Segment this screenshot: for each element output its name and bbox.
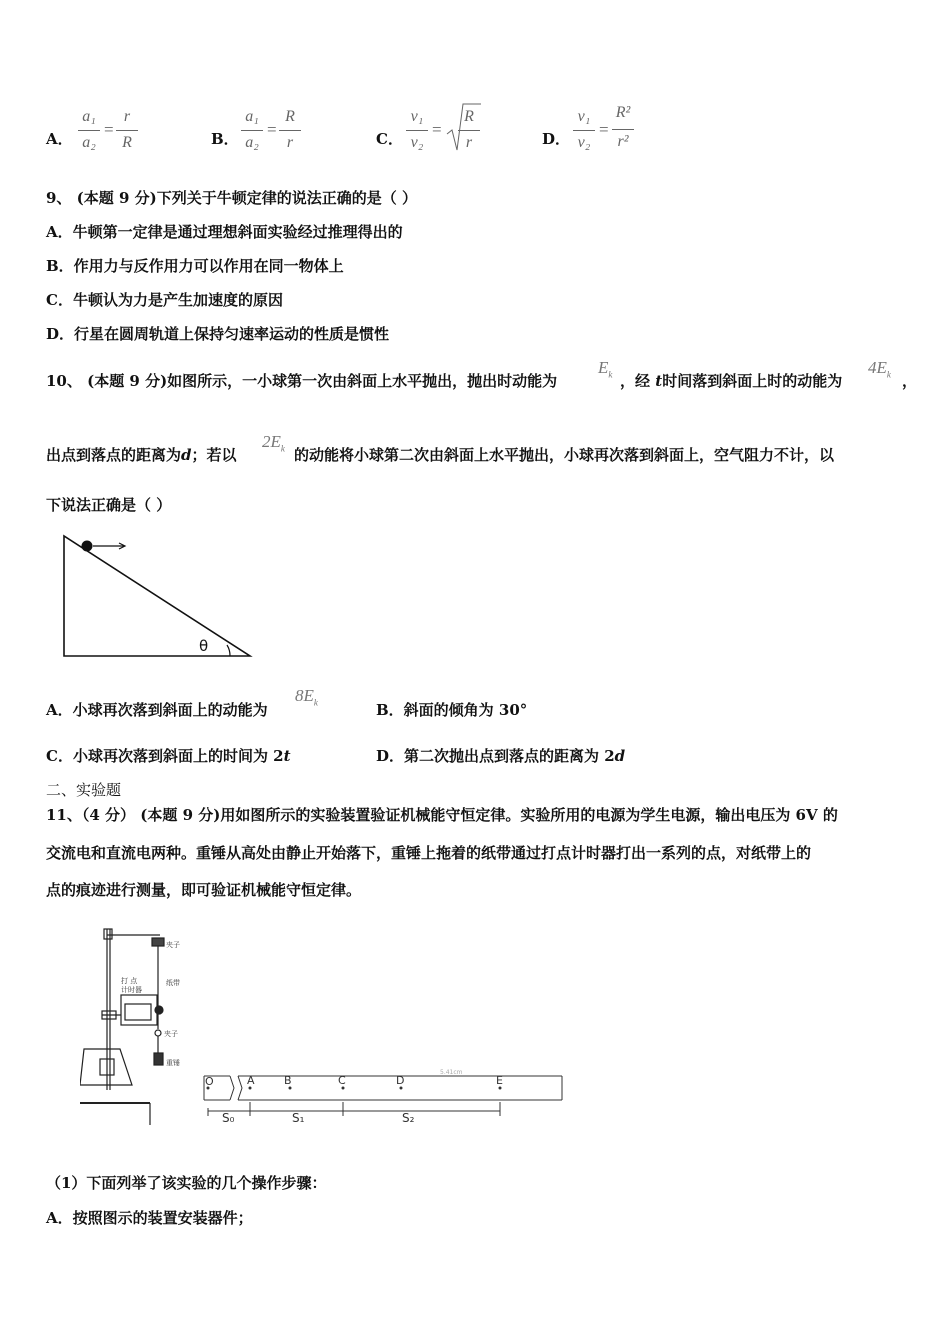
s0-label: S₀ [222,1111,235,1125]
s1-label: S₁ [292,1111,305,1125]
q11-stem-line3: 点的痕迹进行测量，即可验证机械能守恒定律。 [46,881,362,899]
q11-stem-line2: 交流电和直流电两种。重锤从高处由静止开始落下，重锤上拖着的纸带通过打点计时器打出一系列的点，对纸带上的 [46,844,812,862]
q10-option-b: B．斜面的倾角为 30° [376,701,528,719]
theta-label: θ [199,637,209,655]
tape-label-b: B [284,1074,292,1087]
svg-text:重锤: 重锤 [166,1059,180,1067]
q8-option-c-label: C． [376,130,403,148]
q8-option-a-label: A． [46,130,73,148]
q10-line1-end: ， [902,372,918,390]
q10-ek-2: $2E_k$ [262,432,285,454]
q10-option-c: C．小球再次落到斜面上的时间为 2t [46,747,291,765]
section-heading: 二、实验题 [46,781,122,799]
q10-stem-line2: 出点到落点的距离为d；若以 [46,446,237,464]
q9-option-a: A．牛顿第一定律是通过理想斜面实验经过推理得出的 [46,223,403,241]
q11-step-a: A．按照图示的装置安装器件； [46,1209,253,1227]
q11-stem-line1: 11、（4 分） (本题 9 分)用如图所示的实验装置验证机械能守恒定律。实验所用的电源为学生电源，输出电压为 6V 的 [46,806,838,824]
angle-arc-icon [227,645,230,656]
q11-sub1: （1）下面列举了该实验的几个操作步骤： [46,1174,327,1192]
q10-stem-line3: 下说法正确是（ ） [46,496,172,514]
svg-text:夹子: 夹子 [166,941,180,949]
q10-option-d: D．第二次抛出点到落点的距离为 2d [376,747,626,765]
q10-stem-line1-b: ，经 t时间落到斜面上时的动能为 [620,372,843,390]
apparatus-diagram [80,925,190,1129]
svg-text:夹子: 夹子 [164,1030,178,1038]
q10-option-a: A．小球再次落到斜面上的动能为 [46,701,268,719]
q10-stem-line1: 10、 (本题 9 分)如图所示，一小球第一次由斜面上水平抛出，抛出时动能为 [46,372,558,390]
tape-label-d: D [396,1074,405,1087]
q10-ek-4: $4E_k$ [868,358,891,380]
s2-label: S₂ [402,1111,415,1125]
tape-label-e: E [496,1074,503,1087]
incline-triangle [64,536,250,656]
paper-tape-diagram [200,1062,566,1126]
tape-label-o: O [205,1075,214,1088]
weight-icon [154,1053,163,1065]
q9-option-c: C．牛顿认为力是产生加速度的原因 [46,291,283,309]
tape-label-c: C [338,1074,346,1087]
ball-icon [82,541,93,552]
svg-text:纸带: 纸带 [166,979,180,987]
q9-stem: 9、 (本题 9 分)下列关于牛顿定律的说法正确的是（ ） [46,189,417,207]
q10-stem-line2-b: 的动能将小球第二次由斜面上水平抛出，小球再次落到斜面上，空气阻力不计，以 [294,446,835,464]
tape-label-a: A [247,1074,255,1087]
top-clip-icon [152,938,164,946]
incline-diagram [58,530,258,662]
q10-ek-initial: $E_k$ [598,358,613,380]
q9-option-d: D．行星在圆周轨道上保持匀速率运动的性质是惯性 [46,325,390,343]
q10-ek-8: $8E_k$ [295,686,318,708]
q8-option-b-label: B． [211,130,239,148]
tape-faint-label: 5.41cm [440,1069,463,1076]
q9-option-b: B．作用力与反作用力可以作用在同一物体上 [46,257,344,275]
svg-text:计时器: 计时器 [121,986,142,994]
svg-text:打 点: 打 点 [121,977,138,985]
q8-option-d-label: D． [542,130,571,148]
